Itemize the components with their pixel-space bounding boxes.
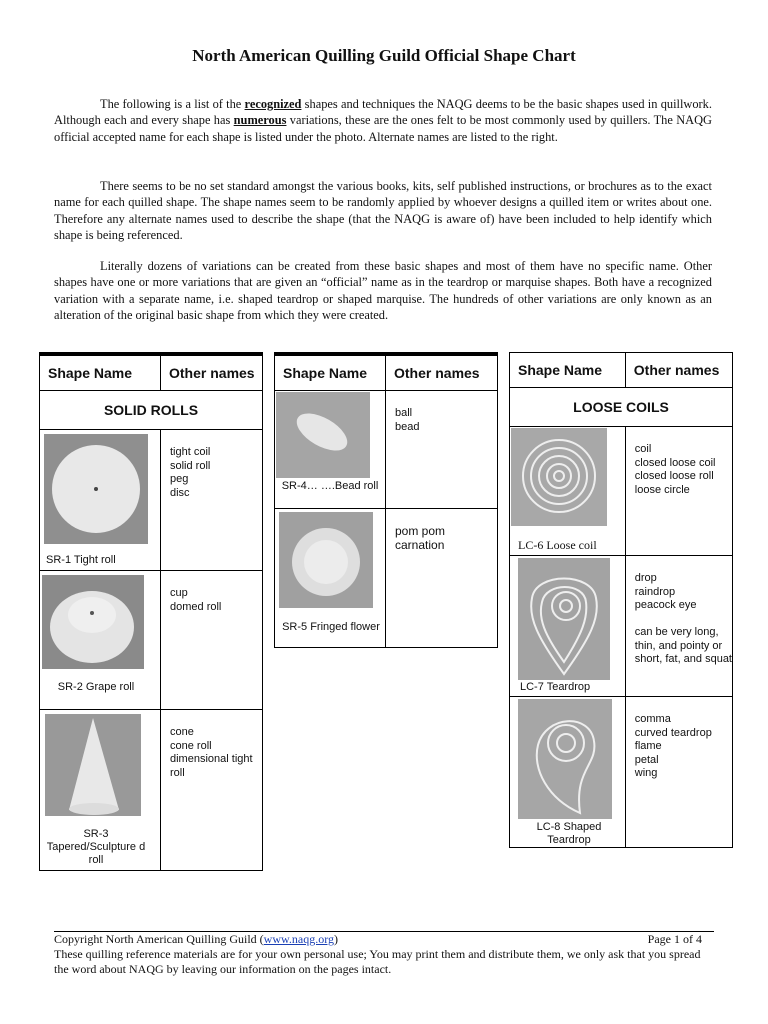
fringed-flower-photo: [279, 512, 373, 608]
shaped-teardrop-photo: [518, 699, 612, 819]
shape-photo-cell: [275, 391, 386, 509]
tight-roll-photo: [44, 434, 148, 544]
shape-photo-cell: [510, 556, 626, 697]
shape-caption: SR-1 Tight roll: [46, 554, 116, 566]
shape-photo-cell: [40, 571, 161, 710]
intro-paragraph-3: Literally dozens of variations can be created from these basic shapes and most of them have no specific name. Other shapes have one or more variations that are given an “official” name as in the teardrop or marquise shapes. Both have a recognized variation with a separate name, i.e. shaped teardrop or shaped marquise. The hundreds of other variations are only known as an alteration of the original basic shape from which they were created.: [54, 259, 712, 322]
shape-name-header: Shape Name: [275, 354, 386, 391]
solid-rolls-table: [39, 352, 263, 871]
footer-notice: These quilling reference materials are for your own personal use; You may print them and distribute them, we only ask that you spread the word about NAQG by leaving our information on the pages intact.: [54, 947, 701, 976]
loose-coils-table: [509, 352, 733, 848]
other-names-cell: drop raindrop peacock eye can be very long, thin, and pointy or short, fat, and squat: [625, 556, 732, 697]
solid-rolls-continued-table: [274, 352, 498, 648]
shape-photo-cell: [510, 697, 626, 848]
shape-caption: LC-8 Shaped Teardrop: [536, 821, 602, 846]
teardrop-photo: [518, 558, 610, 680]
shape-name-header: Shape Name: [40, 354, 161, 391]
other-names-cell: cup domed roll: [161, 571, 263, 710]
grape-roll-photo: [42, 575, 144, 669]
shape-caption: LC-6 Loose coil: [518, 538, 597, 552]
shape-name-header: Shape Name: [510, 353, 626, 388]
other-names-cell: pom pom carnation: [386, 509, 498, 648]
other-names-cell: ball bead: [386, 391, 498, 509]
cone-roll-photo: [45, 714, 141, 816]
shape-photo-cell: [510, 427, 626, 556]
other-names-header: Other names: [161, 354, 263, 391]
loose-coil-photo: [511, 428, 607, 526]
emphasis-recognized: recognized: [244, 97, 302, 111]
shape-photo-cell: [40, 430, 161, 571]
shape-caption: SR-5 Fringed flower: [282, 621, 380, 633]
shape-caption: LC-7 Teardrop: [520, 681, 591, 693]
other-names-cell: cone cone roll dimensional tight roll: [161, 710, 263, 871]
bead-roll-photo: [276, 392, 370, 478]
page-title: North American Quilling Guild Official Shape Chart: [192, 46, 576, 65]
shape-photo-cell: [275, 509, 386, 648]
other-names-cell: coil closed loose coil closed loose roll loose circle: [625, 427, 732, 556]
other-names-header: Other names: [386, 354, 498, 391]
shape-photo-cell: [40, 710, 161, 871]
category-solid-rolls: SOLID ROLLS: [40, 391, 263, 430]
shape-caption: SR-2 Grape roll: [57, 681, 135, 693]
page-number: Page 1 of 4: [647, 932, 702, 946]
page-footer: Copyright North American Quilling Guild (www.naqg.org) Page 1 of 4 These quilling reference materials are for your own personal use; You may print them and distribute them, we only ask that you spread the word about NAQG by leaving our information on the pages intact.: [54, 931, 714, 977]
naqg-website-link[interactable]: www.naqg.org: [263, 932, 334, 946]
other-names-cell: tight coil solid roll peg disc: [161, 430, 263, 571]
intro-paragraph-2: There seems to be no set standard amongst the various books, kits, self published instructions, or brochures as to the exact name for each quilled shape. The shape names seem to be randomly applied by whoever designs a quilled item or writes about one. Therefore any alternate names used to describe the shape (that the NAQG is aware of) have been included to help identify which shape is being referenced.: [54, 179, 712, 242]
shape-caption: SR-4… ….Bead roll: [281, 480, 379, 492]
shape-caption: SR-3 Tapered/Sculpture d roll: [46, 828, 146, 866]
intro-paragraph-1: The following is a list of the recognized shapes and techniques the NAQG deems to be the basic shapes used in quillwork. Although each and every shape has numerous variations, these are the ones felt to be most commonly used by quillers. The NAQG official accepted name for each shape is listed under the photo. Alternate names are listed to the right.: [54, 97, 712, 144]
other-names-header: Other names: [625, 353, 732, 388]
other-names-cell: comma curved teardrop flame petal wing: [625, 697, 732, 848]
category-loose-coils: LOOSE COILS: [510, 388, 733, 427]
emphasis-numerous: numerous: [233, 113, 287, 128]
